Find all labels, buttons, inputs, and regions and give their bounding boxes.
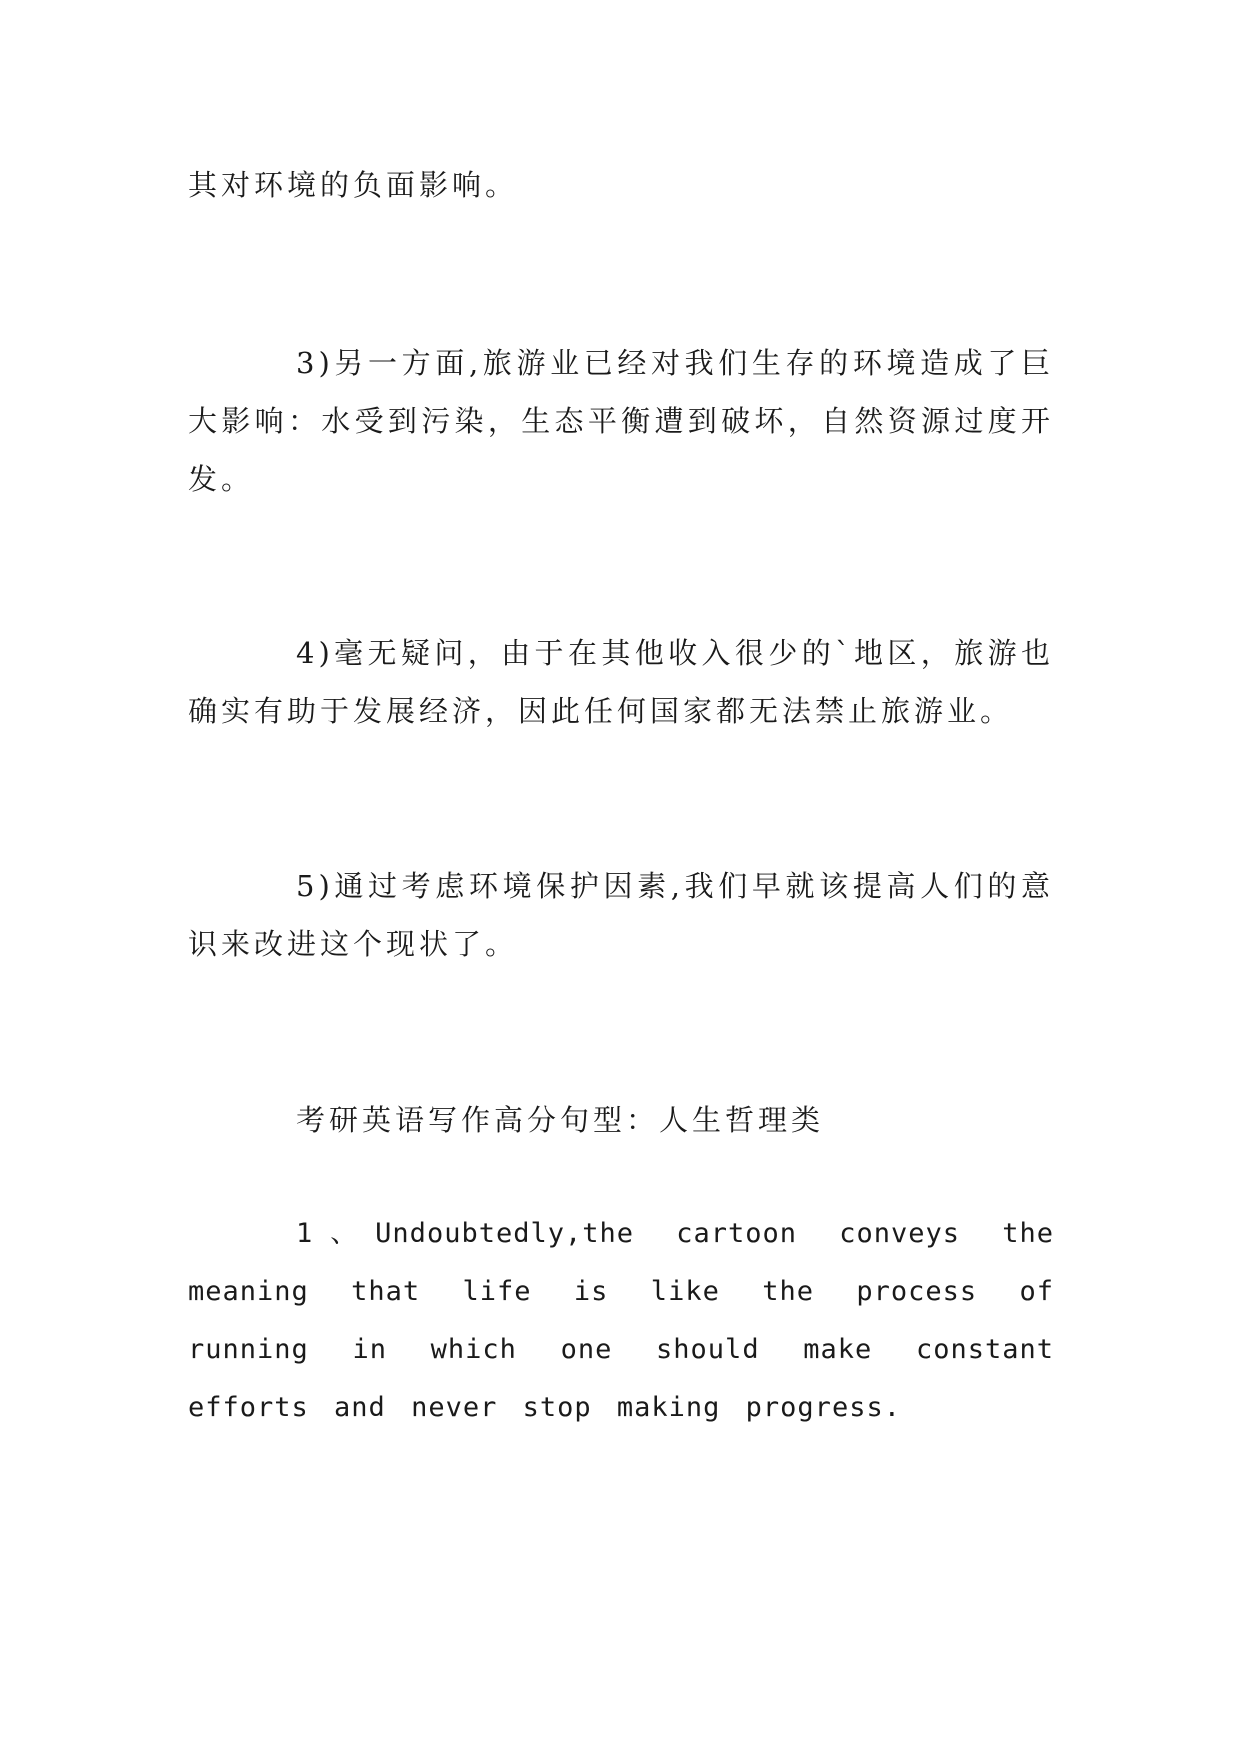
paragraph-point-3: 3)另一方面,旅游业已经对我们生存的环境造成了巨大影响：水受到污染，生态平衡遭到破坏，自然资源过度开发。 (188, 346, 1054, 496)
paragraph-point-5: 5)通过考虑环境保护因素,我们早就该提高人们的意识来改进这个现状了。 (188, 869, 1054, 961)
section-heading: 考研英语写作高分句型：人生哲理类 (296, 1103, 825, 1137)
english-sentence-1: 1、Undoubtedly,the cartoon conveys the meaning that life is like the process of running in which one should make constant efforts and never stop making progress. (188, 1218, 1054, 1423)
paragraph-point-4: 4)毫无疑问，由于在其他收入很少的`地区，旅游也确实有助于发展经济，因此任何国家都无法禁止旅游业。 (188, 636, 1054, 728)
paragraph-continuation: 其对环境的负面影响。 (188, 168, 519, 202)
